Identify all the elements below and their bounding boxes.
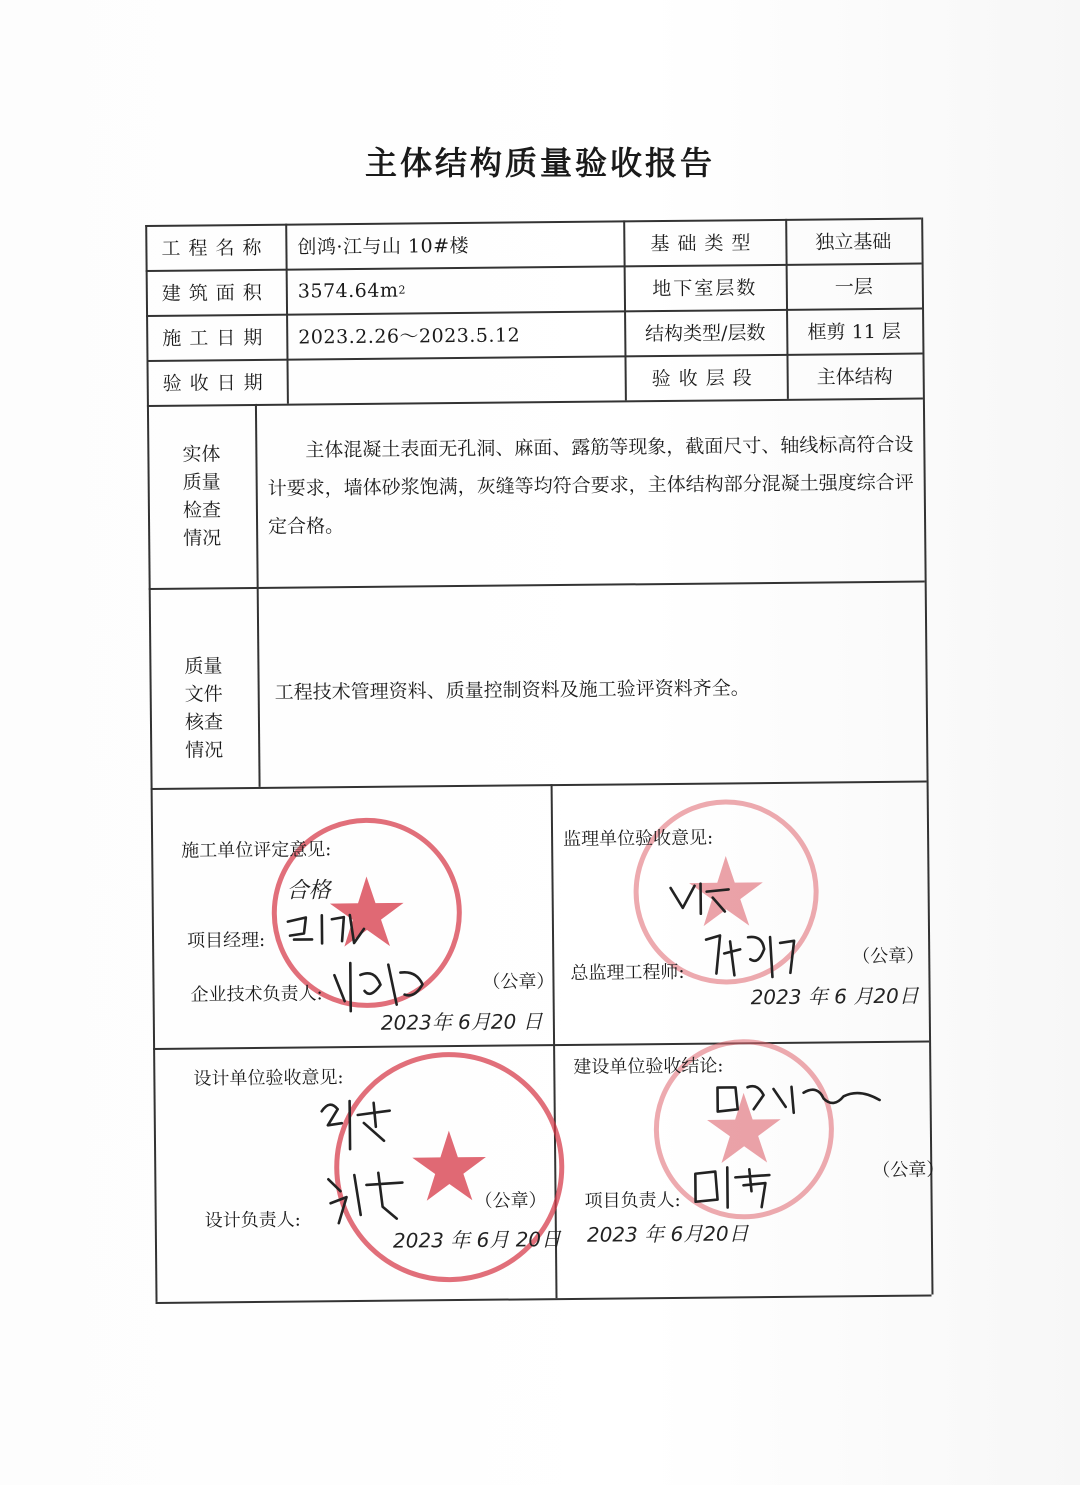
design-lead-signature [322,1166,413,1227]
label-line: 实体 [182,443,221,466]
table-border-right [921,218,933,1295]
design-seal-note: （公章） [474,1190,547,1212]
acceptance-stage-label: 验收层段 [651,367,760,391]
label-line: 文件 [184,683,223,706]
design-date: 2023 年 6月 20日 [392,1227,562,1253]
construction-date-value: 2023.2.26～2023.5.12 [298,324,521,349]
report-form [145,197,956,1317]
construction-unit-heading: 施工单位评定意见: [181,839,332,862]
label-line: 情况 [185,739,224,762]
construction-seal-note: （公章） [482,971,555,993]
supervision-date: 2023 年 6 月20日 [750,983,919,1010]
foundation-type-label: 基础类型 [650,232,759,256]
label-line: 核查 [184,711,224,734]
design-lead-label: 设计负责人: [204,1209,301,1232]
project-name-label: 工程名称 [161,236,270,260]
owner-unit-heading: 建设单位验收结论: [573,1055,724,1078]
project-manager-signature [284,909,369,950]
entity-quality-label [147,440,256,553]
supervision-unit-heading: 监理单位验收意见: [563,827,714,851]
column-divider [551,784,557,1298]
supervision-seal-note: （公章） [852,945,925,968]
design-unit-heading: 设计单位验收意见: [193,1067,344,1090]
owner-lead-label: 项目负责人: [584,1189,681,1212]
design-opinion-signature [316,1095,402,1156]
document-review-label [149,652,258,765]
basement-floors-label: 地下室层数 [652,277,758,301]
row-divider [149,581,925,590]
building-area-label: 建筑面积 [161,281,270,305]
construction-date: 2023年 6月20 日 [380,1009,543,1035]
basement-floors-value: 一层 [834,276,873,299]
design-company-seal: ★ [333,1051,565,1283]
owner-opinion-signature [713,1078,883,1120]
row-divider [153,1041,929,1050]
label-line: 情况 [183,527,222,550]
supervision-company-seal: ★ [633,799,820,986]
table-border-bottom [156,1295,932,1304]
label-line: 质量 [184,655,223,678]
project-name-value: 创鸿·江与山 10#楼 [297,234,470,259]
foundation-type-value: 独立基础 [815,230,892,254]
project-manager-label: 项目经理: [186,929,266,952]
chief-supervisor-signature [700,929,801,985]
chief-supervisor-label: 总监理工程师: [570,961,685,984]
owner-date: 2023 年 6月20日 [586,1221,749,1247]
row-divider [151,781,927,790]
construction-company-seal: ★ [271,817,463,1009]
label-line: 质量 [182,471,221,494]
tech-lead-label: 企业技术负责人: [190,983,323,1006]
acceptance-stage-value: 主体结构 [816,365,893,389]
supervision-opinion-signature [666,877,736,918]
label-line: 检查 [182,499,222,522]
report-title: 主体结构质量验收报告 [364,144,715,182]
construction-opinion-handwriting: 合格 [286,878,331,904]
owner-seal-note: （公章） [872,1159,945,1182]
structure-type-value: 框剪 11 层 [807,320,901,344]
building-area-value: 3574.64m [297,279,399,303]
document-review-text: 工程技术管理资料、质量控制资料及施工验评资料齐全。 [274,677,750,704]
owner-lead-signature [689,1161,779,1212]
building-area-cell [286,265,624,313]
entity-quality-text: 主体混凝土表面无孔洞、麻面、露筋等现象，截面尺寸、轴线标高符合设计要求，墙体砂浆饱满，灰缝等均符合要求，主体结构部分混凝土强度综合评定合格。 [267,433,914,538]
area-unit-superscript: 2 [398,283,406,297]
acceptance-date-value [286,355,624,403]
structure-type-label: 结构类型/层数 [644,322,766,346]
construction-date-label: 施工日期 [162,326,271,350]
acceptance-date-label: 验收日期 [162,371,271,395]
owner-company-seal: ★ [653,1038,835,1220]
